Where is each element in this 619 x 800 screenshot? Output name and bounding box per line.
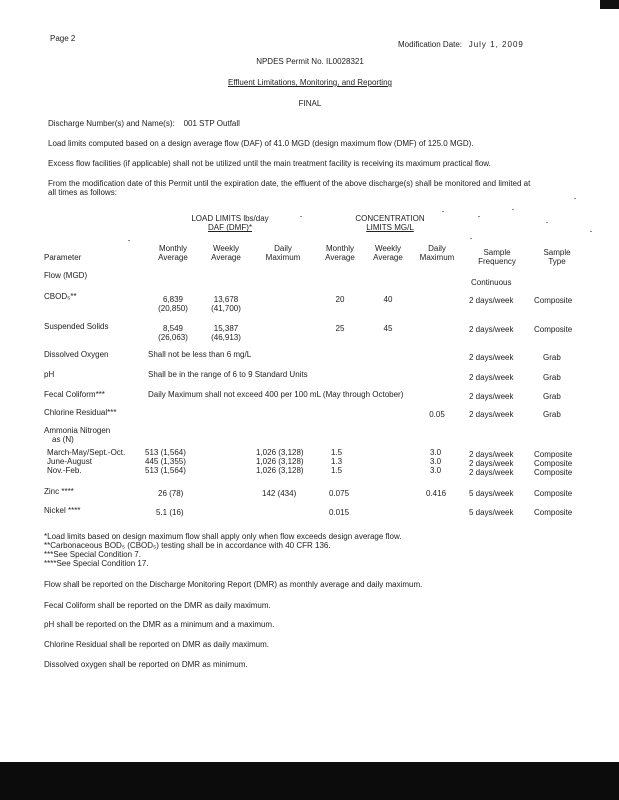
discharge-label: Discharge Number(s) and Name(s): (48, 119, 175, 128)
scan-speck (546, 222, 548, 223)
col-header-conc-daily: Daily Maximum (419, 244, 455, 263)
nickel-frequency: 5 days/week (469, 508, 514, 517)
ammonia-conc-daily: 3.0 (430, 466, 442, 475)
scan-speck (300, 216, 302, 217)
fecal-type: Grab (543, 392, 561, 401)
param-cbod: CBOD₅** (44, 292, 77, 301)
scan-speck (442, 211, 444, 212)
excess-flow-note: Excess flow facilities (if applicable) shall not be utilized until the main treatment facility is receiving its maximum practical flow. (48, 159, 491, 168)
ammonia-conc-daily: 3.0 (430, 448, 442, 457)
ph-type: Grab (543, 373, 561, 382)
do-type: Grab (543, 353, 561, 362)
concentration-heading-line1: CONCENTRATION (355, 214, 425, 223)
ammonia-period: March-May/Sept.-Oct. (47, 448, 126, 457)
zinc-conc-monthly: 0.075 (329, 489, 350, 498)
load-limits-heading (170, 214, 290, 232)
param-chlorine-residual: Chlorine Residual*** (44, 408, 117, 417)
tss-conc-weekly: 45 (383, 324, 393, 333)
scan-speck (478, 216, 480, 217)
chlorine-frequency: 2 days/week (469, 410, 514, 419)
col-header-conc-weekly: Weekly Average (373, 244, 403, 263)
ammonia-frequency: 2 days/week (469, 468, 514, 477)
ammonia-load-daily: 1,026 (3,128) (256, 457, 304, 466)
reporting-note: pH shall be reported on the DMR as a minimum and a maximum. (44, 620, 275, 629)
footnote: **Carbonaceous BOD₅ (CBOD₅) testing shall be in accordance with 40 CFR 136. (44, 541, 331, 550)
do-limit-note: Shall not be less than 6 mg/L (148, 350, 252, 359)
param-ammonia-nitrogen: Ammonia Nitrogen (44, 426, 111, 435)
param-ammonia-basis: as (N) (52, 435, 74, 444)
param-zinc: Zinc **** (44, 487, 74, 496)
ammonia-type: Composite (534, 468, 573, 477)
ammonia-period: Nov.-Feb. (47, 466, 82, 475)
tss-type: Composite (534, 325, 573, 334)
footnote: *Load limits based on design maximum flow shall apply only when flow exceeds design average flow. (44, 532, 402, 541)
ph-frequency: 2 days/week (469, 373, 514, 382)
footnote: ***See Special Condition 7. (44, 550, 141, 559)
ammonia-conc-daily: 3.0 (430, 457, 442, 466)
nickel-conc-monthly: 0.015 (329, 508, 350, 517)
ammonia-type: Composite (534, 450, 573, 459)
col-header-sample-type: Sample Type (543, 248, 571, 267)
chlorine-conc-daily: 0.05 (429, 410, 445, 419)
nickel-load-monthly: 5.1 (16) (156, 508, 184, 517)
col-header-load-weekly: Weekly Average (211, 244, 241, 263)
param-dissolved-oxygen: Dissolved Oxygen (44, 350, 109, 359)
ammonia-period: June-August (47, 457, 92, 466)
reporting-note: Flow shall be reported on the Discharge Monitoring Report (DMR) as monthly average and daily maximum. (44, 580, 423, 589)
zinc-conc-daily: 0.416 (426, 489, 447, 498)
ammonia-conc-monthly: 1.5 (331, 466, 343, 475)
modification-value: July 1, 2009 (468, 40, 524, 49)
ammonia-frequency: 2 days/week (469, 459, 514, 468)
ammonia-conc-monthly: 1.3 (331, 457, 343, 466)
ammonia-load-monthly: 513 (1,564) (145, 448, 186, 457)
param-fecal-coliform: Fecal Coliform*** (44, 390, 105, 399)
param-nickel: Nickel **** (44, 506, 81, 515)
document-title: Effluent Limitations, Monitoring, and Reporting (228, 78, 392, 87)
permit-number: NPDES Permit No. IL0028321 (256, 57, 364, 66)
ammonia-frequency: 2 days/week (469, 450, 514, 459)
ammonia-conc-monthly: 1.5 (331, 448, 343, 457)
reporting-note: Chlorine Residual shall be reported on DMR as daily maximum. (44, 640, 269, 649)
discharge-line (48, 119, 240, 128)
ammonia-load-monthly: 513 (1,564) (145, 466, 186, 475)
zinc-frequency: 5 days/week (469, 489, 514, 498)
ammonia-type: Composite (534, 459, 573, 468)
col-header-load-monthly: Monthly Average (158, 244, 188, 263)
zinc-type: Composite (534, 489, 573, 498)
page-number: Page 2 (50, 34, 76, 43)
monitoring-statement-line2: all times as follows: (48, 188, 117, 197)
concentration-heading (330, 214, 450, 232)
modification-date (398, 40, 524, 49)
ammonia-load-daily: 1,026 (3,128) (256, 466, 304, 475)
zinc-load-monthly: 26 (78) (158, 489, 184, 498)
do-frequency: 2 days/week (469, 353, 514, 362)
zinc-load-daily: 142 (434) (262, 489, 297, 498)
footnote: ****See Special Condition 17. (44, 559, 149, 568)
monitoring-statement-line1: From the modification date of this Permit until the expiration date, the effluent of the above discharge(s) shall be monitored and limited at (48, 179, 531, 188)
col-header-sample-frequency: Sample Frequency (478, 248, 516, 267)
scan-corner-mark (600, 0, 619, 9)
tss-conc-monthly: 25 (335, 324, 345, 333)
reporting-note: Dissolved oxygen shall be reported on DMR as minimum. (44, 660, 248, 669)
chlorine-type: Grab (543, 410, 561, 419)
ammonia-load-monthly: 445 (1,355) (145, 457, 186, 466)
scan-speck (512, 209, 514, 210)
col-header-parameter: Parameter (44, 253, 82, 262)
reporting-note: Fecal Coliform shall be reported on the DMR as daily maximum. (44, 601, 271, 610)
cbod-conc-weekly: 40 (383, 295, 393, 304)
load-limits-heading-line1: LOAD LIMITS lbs/day (191, 214, 269, 223)
tss-frequency: 2 days/week (469, 325, 514, 334)
cbod-load-monthly: 6,839 (20,850) (158, 295, 188, 314)
col-header-load-daily: Daily Maximum (265, 244, 301, 263)
param-ph: pH (44, 370, 55, 379)
tss-load-monthly: 8,549 (26,063) (158, 324, 188, 343)
discharge-value: 001 STP Outfall (183, 119, 240, 128)
flow-frequency: Continuous (471, 278, 512, 287)
scan-speck (590, 231, 592, 232)
fecal-limit-note: Daily Maximum shall not exceed 400 per 100 mL (May through October) (148, 390, 404, 399)
cbod-frequency: 2 days/week (469, 296, 514, 305)
cbod-load-weekly: 13,678 (41,700) (211, 295, 241, 314)
cbod-conc-monthly: 20 (335, 295, 345, 304)
col-header-conc-monthly: Monthly Average (325, 244, 355, 263)
ph-limit-note: Shall be in the range of 6 to 9 Standard Units (148, 370, 308, 379)
nickel-type: Composite (534, 508, 573, 517)
scan-speck (470, 238, 472, 239)
param-suspended-solids: Suspended Solids (44, 322, 109, 331)
load-limits-heading-line2: DAF (DMF)* (208, 223, 252, 233)
scan-speck (128, 240, 130, 241)
load-limits-note: Load limits computed based on a design average flow (DAF) of 41.0 MGD (design maximum flow (DMF) of 125.0 MGD). (48, 139, 474, 148)
document-status: FINAL (298, 99, 322, 108)
modification-label: Modification Date: (398, 40, 463, 49)
cbod-type: Composite (534, 296, 573, 305)
scan-bottom-edge (0, 762, 619, 800)
fecal-frequency: 2 days/week (469, 392, 514, 401)
concentration-heading-line2: LIMITS MG/L (366, 223, 414, 233)
scan-speck (574, 198, 576, 199)
ammonia-load-daily: 1,026 (3,128) (256, 448, 304, 457)
param-flow: Flow (MGD) (44, 271, 88, 280)
tss-load-weekly: 15,387 (46,913) (211, 324, 241, 343)
